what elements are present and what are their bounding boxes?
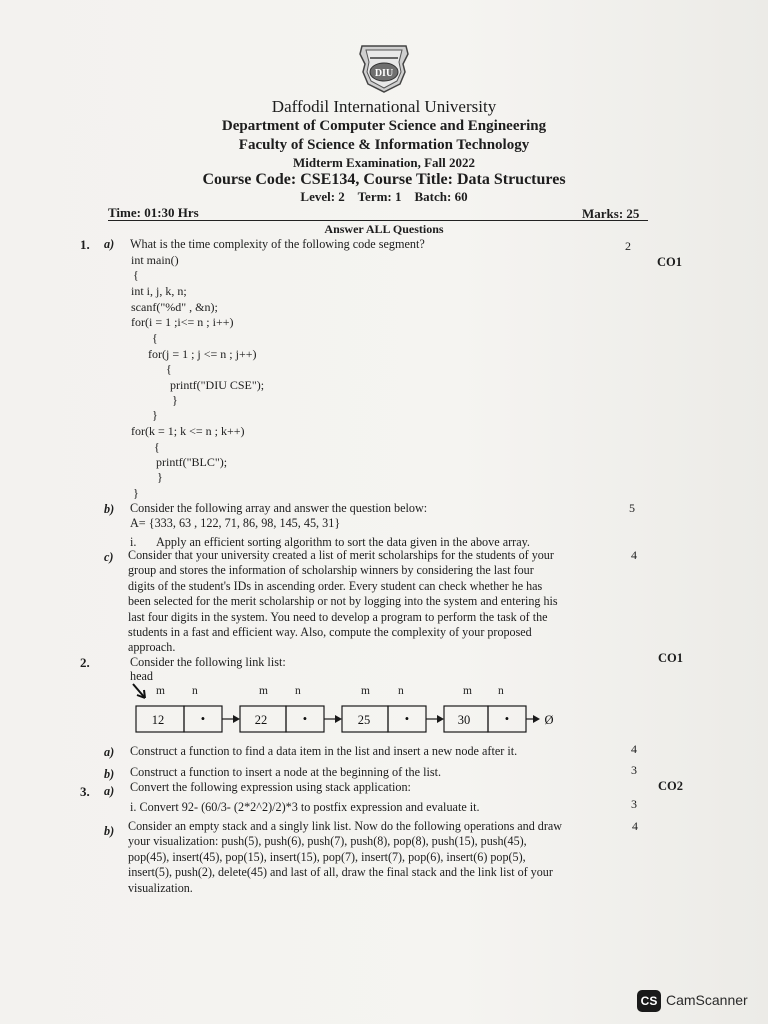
null-symbol: Ø [544,713,554,727]
node-3-pointer: • [404,712,410,726]
q1c-line: digits of the student's IDs in ascending order. Every student can check whether he has [128,578,543,593]
code-line: { [166,362,172,376]
node-3-value: 25 [357,713,371,727]
node-2-pointer: • [302,712,308,726]
q1c-line: last four digits in the system. You need to develop a program to perform the task of the [128,609,548,624]
q1c-line: Consider that your university created a list of merit scholarships for the students of your [128,548,554,562]
q1b-text: Consider the following array and answer the question below: [130,501,428,515]
node-1-pointer: • [200,712,206,726]
node-3-m-label: m [361,685,370,697]
level-term-batch: Level: 2 Term: 1 Batch: 60 [300,189,468,204]
faculty-name: Faculty of Science & Information Technology [238,137,530,153]
code-line: { [154,440,160,454]
node-3-n-label: n [398,685,404,697]
q3a-sub: i. Convert 92- (60/3- (2*2^2)/2)*3 to postfix expression and evaluate it. [130,800,480,814]
q2-text: Consider the following link list: [130,655,286,669]
university-logo [356,42,412,94]
q3b-line: your visualization: push(5), push(6), push(7), push(8), pop(8), push(15), push(45), [128,834,527,849]
q1c-line: been selected for the merit scholarship or not by logging into the system and entering his [128,594,558,609]
exam-title: Midterm Examination, Fall 2022 [293,155,475,170]
code-line: int i, j, k, n; [131,284,187,298]
q1a-label: a) [104,237,115,251]
code-line: printf("DIU CSE"); [170,378,265,392]
q2a-marks: 4 [631,742,637,756]
q1c-text [128,548,614,656]
node-2-value: 22 [254,713,268,727]
code-line: { [152,331,158,345]
q2-co: CO1 [658,651,683,665]
q3b-label: b) [104,824,115,838]
total-marks: Marks: 25 [582,206,640,221]
code-line: int main() [131,253,179,267]
q1c-line: group and stores the information of scholarship winners by considering the last four [128,563,534,578]
q3a-text: Convert the following expression using stack application: [130,780,411,794]
q2-number: 2. [80,655,90,670]
q3b-marks: 4 [632,819,638,833]
code-line: } [172,393,178,407]
q3-number: 3. [80,784,90,799]
q1a-marks: 2 [625,239,631,253]
q1c-line: students in a fast and efficient way. Also, compute the complexity of your proposed [128,625,532,640]
exam-time: Time: 01:30 Hrs [108,205,199,220]
linked-list-diagram [130,680,570,740]
department-name: Department of Computer Science and Engineering [221,118,547,134]
node-1-value: 12 [151,713,165,727]
q3b-line: pop(45), insert(45), pop(15), insert(15), pop(7), insert(7), pop(6), insert(6) pop(5), [128,849,526,864]
q2b-marks: 3 [631,763,637,777]
camscanner-logo-icon: CS [637,990,661,1012]
node-4-m-label: m [463,685,472,697]
code-line: for(i = 1 ;i<= n ; i++) [131,315,234,329]
node-4-value: 30 [457,713,471,727]
q1b-sub-text: Apply an efficient sorting algorithm to sort the data given in the above array. [156,535,530,549]
code-line: } [157,470,163,484]
code-line: } [133,486,139,500]
q1b-array: A= {333, 63 , 122, 71, 86, 98, 145, 45, 31} [130,516,341,530]
q1b-label: b) [104,502,115,516]
node-2-m-label: m [259,685,268,697]
q3b-line: insert(5), push(2), delete(45) and last of all, draw the final stack and the link list of your [128,865,553,880]
q1-number: 1. [80,237,90,252]
q1-co: CO1 [657,255,682,269]
q2a-text: Construct a function to find a data item in the list and insert a new node after it. [130,744,518,758]
code-line: scanf("%d" , &n); [131,300,218,314]
logo-text: DIU [374,68,394,79]
q3b-line: visualization. [128,880,193,895]
course-title: Course Code: CSE134, Course Title: Data Structures [202,171,566,188]
q3a-label: a) [104,784,115,798]
q3a-marks: 3 [631,797,637,811]
head-label: head [130,669,154,683]
q1c-label: c) [104,550,114,564]
instruction: Answer ALL Questions [324,222,444,236]
node-1-m-label: m [156,685,165,697]
node-2-n-label: n [295,685,301,697]
q1b-marks: 5 [629,501,635,515]
university-name: Daffodil International University [271,97,497,116]
code-line: for(j = 1 ; j <= n ; j++) [148,347,257,361]
code-line: printf("BLC"); [156,455,228,469]
q1b-sub-number: i. [130,535,137,549]
header-divider [108,220,648,221]
q3b-line: Consider an empty stack and a singly link list. Now do the following operations and draw [128,819,562,833]
node-4-pointer: • [504,712,510,726]
code-line: for(k = 1; k <= n ; k++) [131,424,245,438]
code-line: { [133,268,139,282]
q1c-line: approach. [128,640,176,655]
node-4-n-label: n [498,685,504,697]
code-line: } [152,408,158,422]
node-1-n-label: n [192,685,198,697]
q3-co: CO2 [658,779,683,793]
q2b-text: Construct a function to insert a node at the beginning of the list. [130,765,442,779]
camscanner-watermark: CamScanner [666,992,748,1008]
q1a-text: What is the time complexity of the following code segment? [130,237,425,251]
q2a-label: a) [104,745,115,759]
q2b-label: b) [104,767,115,781]
q1c-marks: 4 [631,548,637,562]
q3b-text [128,819,614,896]
